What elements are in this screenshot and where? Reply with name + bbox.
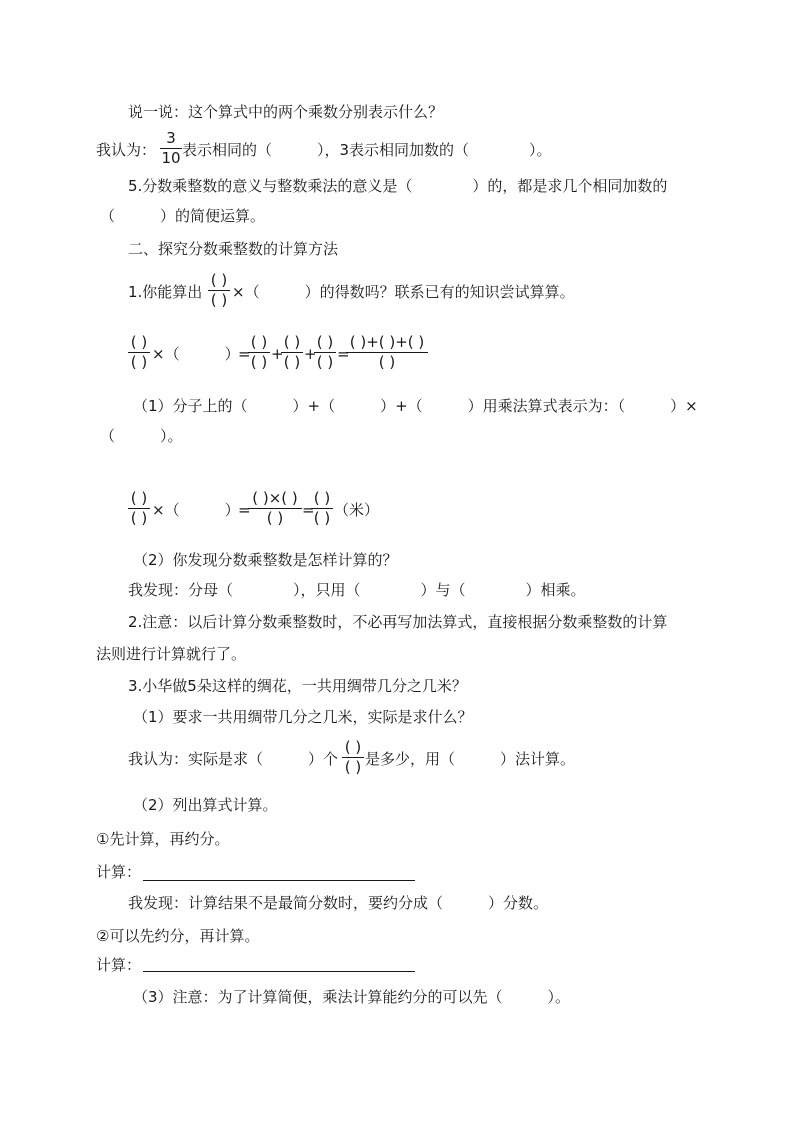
eq1-times: ×（ ）	[152, 345, 240, 363]
answer-actual-end: 是多少，用（ ）法计算。	[365, 750, 576, 768]
blank-denominator: ( )	[316, 353, 334, 371]
blank-denominator: ( )	[378, 353, 396, 371]
eq1-fraction-b	[248, 334, 270, 371]
unit-meters: （米）	[334, 501, 380, 519]
eq1-fraction-a	[128, 334, 150, 371]
eq1-plus-1: +	[271, 345, 284, 363]
calc-label-1: 计算：	[96, 863, 142, 881]
calc-label-2: 计算：	[96, 956, 142, 974]
calc-answer-line-2[interactable]	[143, 971, 415, 972]
eq1-equals: =	[238, 345, 251, 363]
discovery-2: 我发现：计算结果不是最简分数时，要约分成（ ）分数。	[128, 894, 549, 912]
blank-denominator: ( )	[250, 353, 268, 371]
eq2-fraction-result	[311, 490, 333, 527]
question-3-sub-1: （1）要求一共用绸带几分之几米，实际是求什么？	[133, 708, 473, 726]
blank-numerator: ( )	[344, 738, 362, 756]
sum-numerator: ( )+( )+( )	[349, 333, 425, 351]
blank-numerator: ( )	[130, 489, 148, 507]
blank-denominator: ( )	[210, 291, 228, 309]
eq1-fraction-sum	[346, 334, 428, 371]
blank-denominator: ( )	[130, 509, 148, 527]
subquestion-1: （1）分子上的（ ）+（ ）+（ ）用乘法算式表示为：（ ）×	[133, 397, 698, 415]
fraction-numerator: 3	[166, 129, 176, 147]
eq1-plus-2: +	[304, 345, 317, 363]
fraction-denominator: 10	[161, 149, 181, 167]
section-heading: 二、探究分数乘整数的计算方法	[128, 240, 339, 258]
blank-denominator: ( )	[344, 758, 362, 776]
method-2: ②可以先约分，再计算。	[96, 927, 260, 945]
blank-fraction-2	[342, 739, 364, 776]
method-1: ①先计算，再约分。	[96, 830, 230, 848]
question-1-intro: 1.你能算出	[128, 283, 203, 301]
blank-numerator: ( )	[130, 333, 148, 351]
blank-fraction	[208, 272, 230, 309]
fraction-3-10	[160, 130, 182, 167]
point-5-continued: （ ）的简便运算。	[100, 207, 266, 225]
blank-denominator: ( )	[283, 353, 301, 371]
question-3: 3.小华做5朵这样的绸花，一共用绸带几分之几米？	[128, 677, 467, 695]
eq2-equals-2: =	[302, 501, 315, 519]
subquestion-2: （2）你发现分数乘整数是怎样计算的？	[133, 551, 398, 569]
blank-denominator: ( )	[313, 509, 331, 527]
question-1-text: ×（ ）的得数吗？联系已有的知识尝试算算。	[232, 283, 575, 301]
eq2-times: ×（ ）	[152, 501, 240, 519]
blank-numerator: ( )	[283, 333, 301, 351]
subquestion-1-continued: （ ）。	[100, 427, 183, 445]
eq2-fraction-product	[248, 490, 302, 527]
eq2-equals: =	[238, 501, 251, 519]
blank-numerator: ( )	[316, 333, 334, 351]
eq2-fraction-a	[128, 490, 150, 527]
blank-numerator: ( )	[313, 489, 331, 507]
eq1-fraction-c	[281, 334, 303, 371]
answer-text: 表示相同的（ ），3表示相同加数的（ ）。	[182, 141, 552, 159]
question-3-sub-2: （2）列出算式计算。	[133, 796, 278, 814]
calc-answer-line-1[interactable]	[143, 880, 415, 881]
answer-intro: 我认为：	[96, 141, 157, 159]
discovery-1: 我发现：分母（ ），只用（ ）与（ ）相乘。	[128, 581, 586, 599]
blank-numerator: ( )	[210, 271, 228, 289]
question-say: 说一说：这个算式中的两个乘数分别表示什么？	[128, 103, 444, 121]
answer-actual: 我认为：实际是求（ ）个	[128, 750, 339, 768]
eq1-fraction-d	[314, 334, 336, 371]
blank-numerator: ( )	[250, 333, 268, 351]
product-numerator: ( )×( )	[252, 489, 298, 507]
eq1-equals-2: =	[337, 345, 350, 363]
note-2-continued: 法则进行计算就行了。	[96, 645, 247, 663]
note-2: 2.注意：以后计算分数乘整数时，不必再写加法算式，直接根据分数乘整数的计算	[128, 613, 668, 631]
blank-denominator: ( )	[130, 353, 148, 371]
note-3: （3）注意：为了计算简便，乘法计算能约分的可以先（ ）。	[133, 988, 571, 1006]
blank-denominator: ( )	[266, 509, 284, 527]
point-5-text: 5.分数乘整数的意义与整数乘法的意义是（ ）的，都是求几个相同加数的	[128, 177, 668, 195]
